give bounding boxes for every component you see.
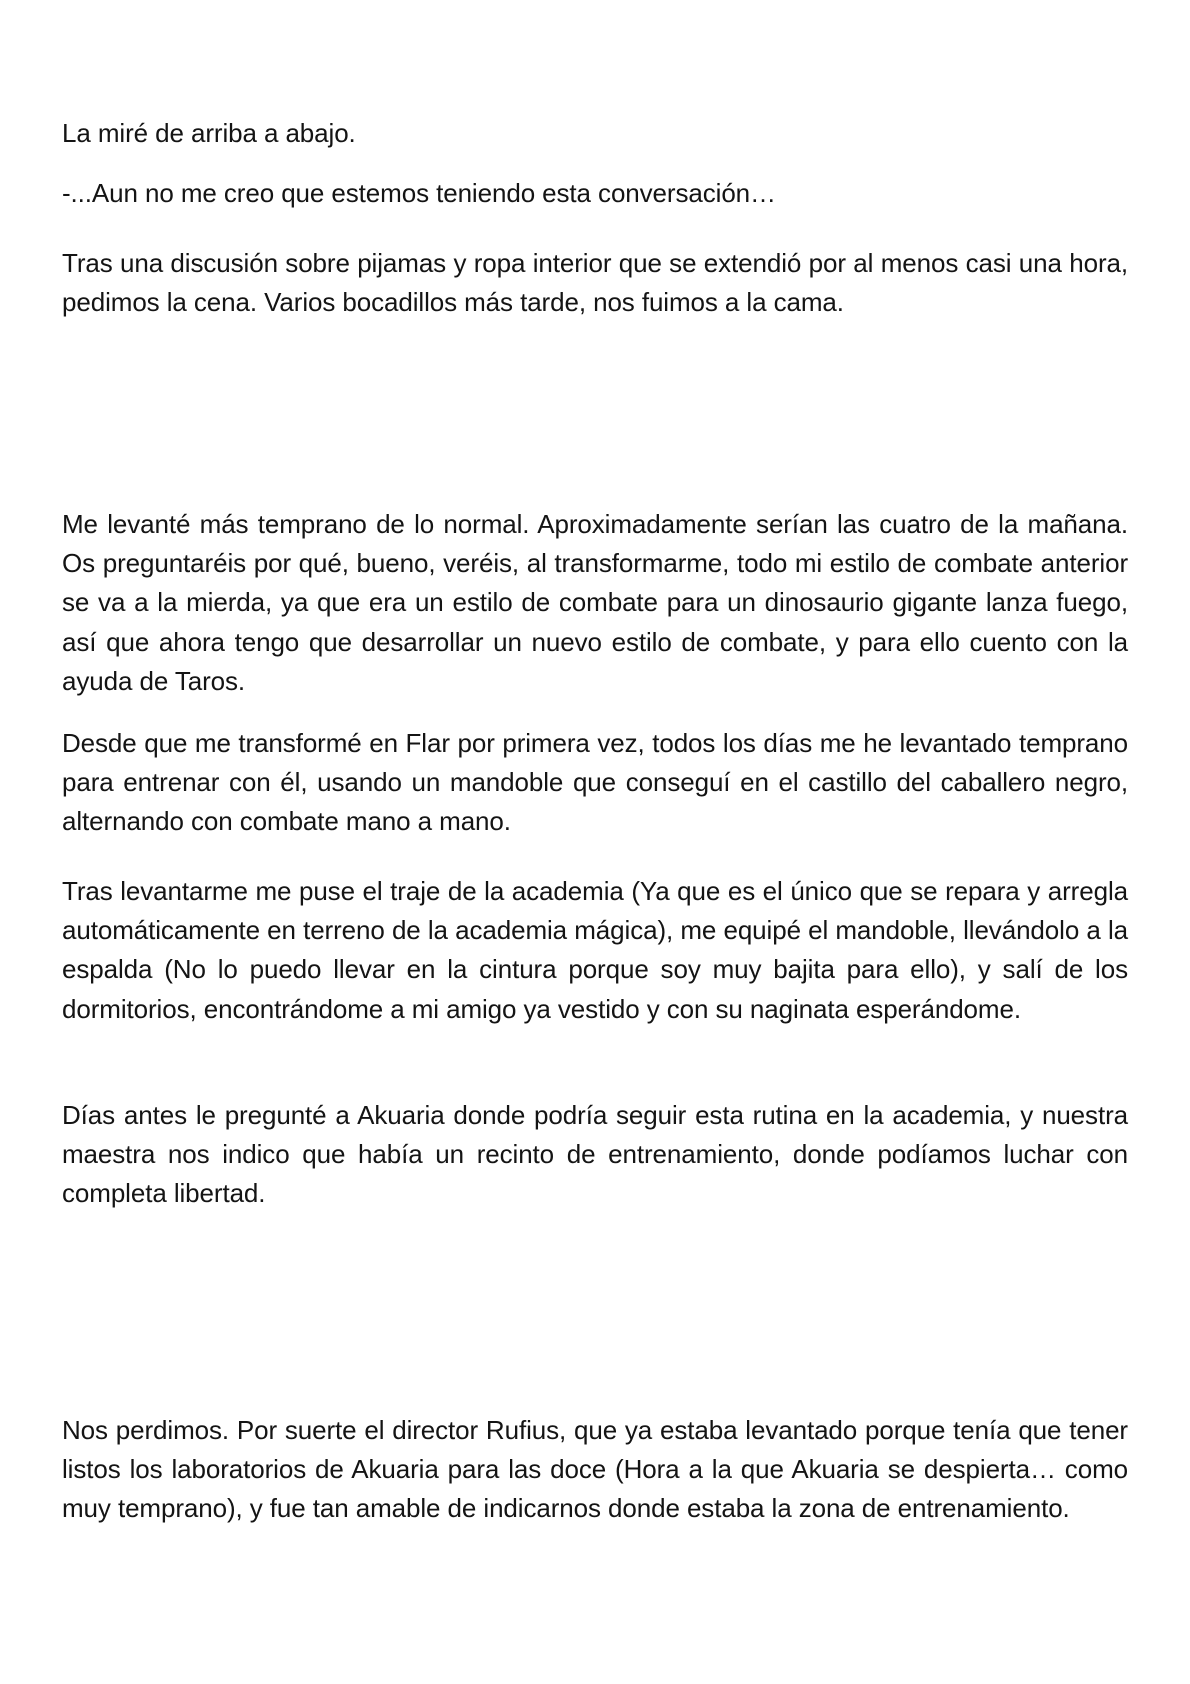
paragraph: Me levanté más temprano de lo normal. Aproximadamente serían las cuatro de la mañana. Os preguntaréis por qué, bueno, veréis, al transformarme, todo mi estilo de combate anterior se va a la mierda, ya que era un estilo de combate para un dinosaurio gigante lanza fuego, así que ahora tengo que desarrollar un nuevo estilo de combate, y para ello cuento con la ayuda de Taros. xyxy=(62,509,1128,696)
paragraph: Nos perdimos. Por suerte el director Rufius, que ya estaba levantado porque tenía que tener listos los laboratorios de Akuaria para las doce (Hora a la que Akuaria se despierta… como muy temprano), y fue tan amable de indicarnos donde estaba la zona de entrenamiento. xyxy=(62,1415,1128,1524)
paragraph: Desde que me transformé en Flar por primera vez, todos los días me he levantado temprano para entrenar con él, usando un mandoble que conseguí en el castillo del caballero negro, alternando con combate mano a mano. xyxy=(62,728,1128,837)
paragraph: Tras levantarme me puse el traje de la academia (Ya que es el único que se repara y arregla automáticamente en terreno de la academia mágica), me equipé el mandoble, llevándolo a la espalda (No lo puedo llevar en la cintura porque soy muy bajita para ello), y salí de los dormitorios, encontrándome a mi amigo ya vestido y con su naginata esperándome. xyxy=(62,876,1128,1024)
paragraph: La miré de arriba a abajo. xyxy=(62,118,356,148)
paragraph: Tras una discusión sobre pijamas y ropa interior que se extendió por al menos casi una hora, pedimos la cena. Varios bocadillos más tarde, nos fuimos a la cama. xyxy=(62,248,1128,318)
paragraph: Días antes le pregunté a Akuaria donde podría seguir esta rutina en la academia, y nuestra maestra nos indico que había un recinto de entrenamiento, donde podíamos luchar con completa libertad. xyxy=(62,1100,1128,1209)
paragraph: -...Aun no me creo que estemos teniendo esta conversación… xyxy=(62,178,776,208)
